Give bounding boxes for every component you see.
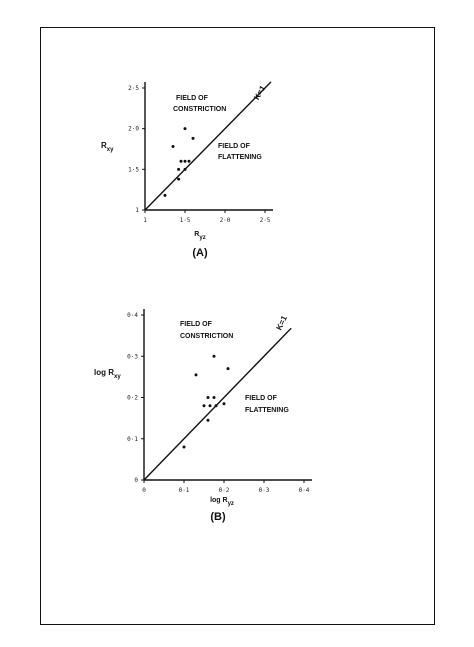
- panel-b-data-point: [195, 373, 198, 376]
- panel-b-x-axis-label-subscript: yz: [227, 501, 234, 507]
- panel-b-y-tick-label: 0·1: [127, 435, 138, 443]
- panel-b-flattening-label-line2: FLATTENING: [245, 407, 289, 414]
- panel-a-flattening-label-line1: FIELD OF: [218, 143, 250, 150]
- panel-a-y-axis-label: $R_{xy}$: [101, 141, 114, 153]
- panel-a-x-axis-label-subscript: yz: [199, 235, 206, 241]
- panel-a-y-axis-label-subscript: xy: [106, 147, 114, 153]
- panel-b-y-tick-label: 0: [134, 477, 138, 484]
- panel-b-data-point: [223, 402, 226, 405]
- panel-a-x-tick-label: 2·0: [219, 217, 231, 224]
- panel-b-x-axis-label: log Ryz: [210, 497, 234, 507]
- panel-b-data-point: [213, 355, 216, 358]
- panel-b-label: (B): [210, 511, 226, 523]
- panel-a-y-tick-label: 1: [135, 207, 139, 214]
- panel-a-data-point: [172, 145, 175, 148]
- panel-a-y-tick-label: 1·5: [128, 166, 139, 174]
- panel-a-y-tick-label: 2·5: [128, 85, 139, 92]
- panel-b-data-point: [227, 367, 230, 370]
- panel-b-y-tick-label: 0·4: [127, 312, 138, 319]
- panel-b-x-tick-label: 0: [142, 487, 146, 494]
- panel-b-y-axis-label-subscript: xy: [114, 374, 121, 380]
- panel-a-data-point: [184, 168, 187, 171]
- panel-b-data-point: [213, 396, 216, 399]
- panel-b-data-point: [215, 404, 218, 407]
- panel-b-y-tick-label: 0·2: [127, 394, 138, 402]
- panel-a-x-axis-label: Ryz: [194, 231, 206, 241]
- panel-a-data-point: [184, 160, 187, 163]
- panel-b-x-tick-label: 0·3: [258, 487, 270, 494]
- panel-a-k1-line: [145, 82, 271, 210]
- panel-a-constriction-label-line1: FIELD OF: [176, 95, 208, 102]
- panel-b-constriction-label-line1: FIELD OF: [180, 321, 212, 328]
- panel-a-x-tick-label: 1·5: [179, 217, 191, 224]
- panel-a-data-point: [184, 127, 187, 130]
- panel-b-constriction-label-line2: CONSTRICTION: [180, 333, 234, 340]
- panel-b-data-point: [207, 419, 210, 422]
- panel-a-constriction-label-line2: CONSTRICTION: [173, 106, 227, 113]
- panel-b-k1-label: K=1: [274, 314, 289, 332]
- panel-b-data-point: [209, 404, 212, 407]
- panel-b-data-point: [203, 404, 206, 407]
- panel-a-flattening-label-line2: FLATTENING: [218, 154, 262, 161]
- panel-b-y-axis-label: $\log R_{xy}$: [94, 368, 121, 380]
- panel-a-data-point: [177, 178, 180, 181]
- panel-a-k1-label: K=1: [252, 84, 268, 102]
- panel-b-x-tick-label: 0·4: [298, 487, 310, 494]
- panel-b-y-tick-label: 0·3: [127, 353, 138, 361]
- panel-a-data-point: [164, 194, 167, 197]
- panel-b-data-point: [207, 396, 210, 399]
- panel-b-k1-line: [144, 328, 291, 480]
- panel-b-x-tick-label: 0·1: [178, 487, 190, 494]
- panel-a-y-tick-label: 2·0: [128, 125, 139, 133]
- panel-a-data-point: [192, 137, 195, 140]
- panel-a-data-point: [180, 160, 183, 163]
- panel-b-x-tick-label: 0·2: [218, 487, 230, 494]
- panel-a-data-point: [188, 160, 191, 163]
- panel-a-x-tick-label: 1: [143, 217, 147, 224]
- panel-a-data-point: [177, 168, 180, 171]
- panel-a-label: (A): [192, 247, 208, 259]
- panel-b-flattening-label-line1: FIELD OF: [245, 395, 277, 402]
- panel-a-x-tick-label: 2·5: [259, 217, 271, 224]
- panel-b-data-point: [183, 446, 186, 449]
